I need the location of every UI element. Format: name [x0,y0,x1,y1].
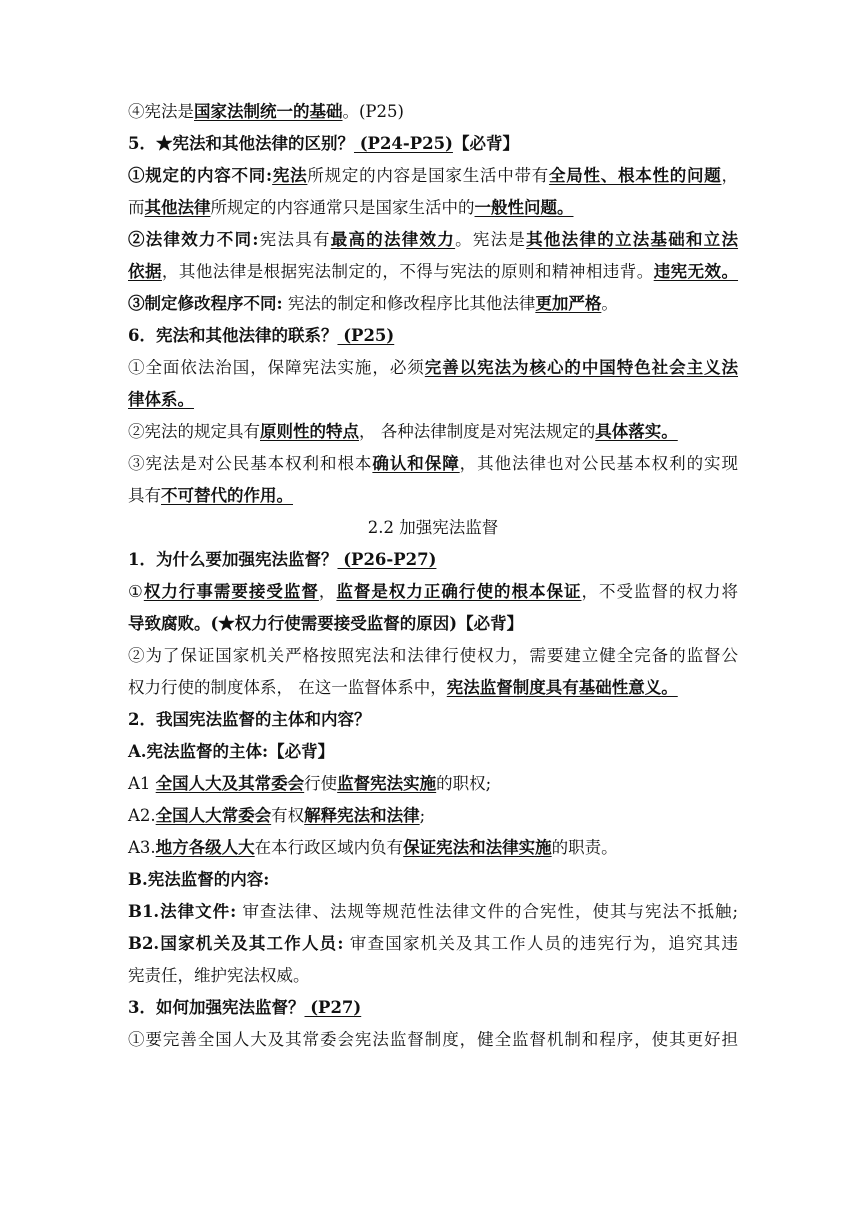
text-run: 全国人大常委会 [155,806,272,825]
text-run: 所规定的内容通常只是国家生活中的 [210,198,475,217]
text-run: 国家法制统一的基础 [194,102,343,121]
text-run: ，不受监督的权力将 [581,582,739,601]
text-run: (P27) [304,998,362,1017]
line-12 [128,448,738,480]
line-28 [128,960,738,992]
line-24 [128,832,738,864]
text-run: ① [128,582,144,601]
text-run: 违宪无效。 [653,262,739,281]
line-25 [128,864,738,896]
line-23 [128,800,738,832]
line-13 [128,480,738,512]
text-run: ②为了保证国家机关严格按照宪法和法律行使权力，需要建立健全完备的监督公 [128,646,738,665]
text-run: 行使 [304,774,338,793]
line-16 [128,576,738,608]
text-run: 而 [128,198,145,217]
text-run: 2.2 加强宪法监督 [367,518,499,537]
text-run: (P25) [337,326,395,345]
text-run: ①规定的内容不同: [128,166,273,185]
text-run: 最高的法律效力 [330,230,456,249]
document-page [128,96,738,1056]
text-run: 全国人大及其常委会 [155,774,305,793]
text-run: A.宪法监督的主体:【必背】 [128,742,335,761]
text-run: 5．★宪法和其他法律的区别？ [128,134,354,153]
text-run: 依据 [128,262,162,281]
text-run: 监督宪法实施 [337,774,437,793]
text-run: ，其他法律是根据宪法制定的，不得与宪法的原则和精神相违背。 [161,262,654,281]
text-run: 2．我国宪法监督的主体和内容？ [128,710,371,729]
text-run: 解释宪法和法律 [304,806,420,825]
text-run: ， [721,166,739,185]
line-21 [128,736,738,768]
line-18 [128,640,738,672]
text-run: 。 [601,294,618,313]
text-run: ②法律效力不同: [128,230,259,249]
text-run: 审查法律、法规等规范性法律文件的合宪性，使其与宪法不抵触; [236,902,739,921]
text-run: 权力行使的制度体系， 在这一监督体系中， [128,678,447,697]
text-run: ④宪法是 [128,102,194,121]
text-run: A1 [128,774,156,793]
text-run: 的职权; [436,774,492,793]
line-2 [128,128,738,160]
text-run: B1.法律文件: [128,902,237,921]
line-3 [128,160,738,192]
text-run: 具有 [128,486,161,505]
text-run: 宪法 [272,166,308,185]
text-run: 1．为什么要加强宪法监督？ [128,550,338,569]
line-15 [128,544,738,576]
line-26 [128,896,738,928]
line-29 [128,992,738,1024]
line-7 [128,288,738,320]
text-run: 具体落实。 [595,422,678,441]
text-run: (P26-P27) [337,550,437,569]
text-run: 6．宪法和其他法律的联系？ [128,326,338,345]
text-run: 全局性、根本性的问题 [548,166,722,185]
line-1 [128,96,738,128]
text-run: 更加严格 [535,294,602,313]
text-run: 一般性问题。 [474,198,574,217]
text-run: A3. [128,838,156,857]
text-run: 原则性的特点 [260,422,359,441]
text-run: 其他法律的立法基础和立法 [526,230,739,249]
text-run: 宪法具有 [258,230,331,249]
line-10 [128,384,738,416]
text-run: 其他法律 [144,198,211,217]
text-run: 所规定的内容是国家生活中带有 [307,166,549,185]
line-4 [128,192,738,224]
line-8 [128,320,738,352]
text-run: 。(P25) [342,102,404,121]
text-run: ， 各种法律制度是对宪法规定的 [359,422,596,441]
section-heading [128,512,738,544]
text-run: 宪责任，维护宪法权威。 [128,966,310,985]
text-run: B2.国家机关及其工作人员: [128,934,344,953]
text-run: 完善以宪法为核心的中国特色社会主义法 [424,358,739,377]
text-run: 有权 [271,806,305,825]
text-run: 审查国家机关及其工作人员的违宪行为，追究其违 [343,934,739,953]
text-run: 权力行事需要接受监督 [143,582,319,601]
text-run: 的职责。 [551,838,618,857]
text-run: ③宪法是对公民基本权利和根本 [128,454,373,473]
text-run: 地方各级人大 [155,838,255,857]
text-run: (P24-P25) [353,134,453,153]
line-6 [128,256,738,288]
line-9 [128,352,738,384]
line-22 [128,768,738,800]
text-run: 。宪法是 [455,230,527,249]
text-run: 监督是权力正确行使的根本保证 [336,582,582,601]
line-19 [128,672,738,704]
text-run: 不可替代的作用。 [161,486,293,505]
line-30 [128,1024,738,1056]
text-run: ; [419,806,426,825]
line-27 [128,928,738,960]
text-run: ②宪法的规定具有 [128,422,260,441]
line-11 [128,416,738,448]
text-run: ③制定修改程序不同: [128,294,283,313]
text-run: 保证宪法和法律实施 [403,838,552,857]
line-5 [128,224,738,256]
text-run: 律体系。 [128,390,194,409]
line-17 [128,608,738,640]
text-run: ， [318,582,337,601]
text-run: 宪法的制定和修改程序比其他法律 [282,294,536,313]
text-run: 3．如何加强宪法监督？ [128,998,305,1017]
text-run: 导致腐败。(★权力行使需要接受监督的原因)【必背】 [128,614,524,633]
text-run: ①要完善全国人大及其常委会宪法监督制度，健全监督机制和程序，使其更好担 [128,1030,738,1049]
text-run: 在本行政区域内负有 [254,838,404,857]
line-20 [128,704,738,736]
text-run: 确认和保障 [372,454,460,473]
text-run: 宪法监督制度具有基础性意义。 [446,678,678,697]
text-run: B.宪法监督的内容: [128,870,270,889]
text-run: A2. [128,806,156,825]
text-run: 【必背】 [452,134,519,153]
text-run: ①全面依法治国，保障宪法实施，必须 [128,358,425,377]
text-run: ，其他法律也对公民基本权利的实现 [459,454,739,473]
